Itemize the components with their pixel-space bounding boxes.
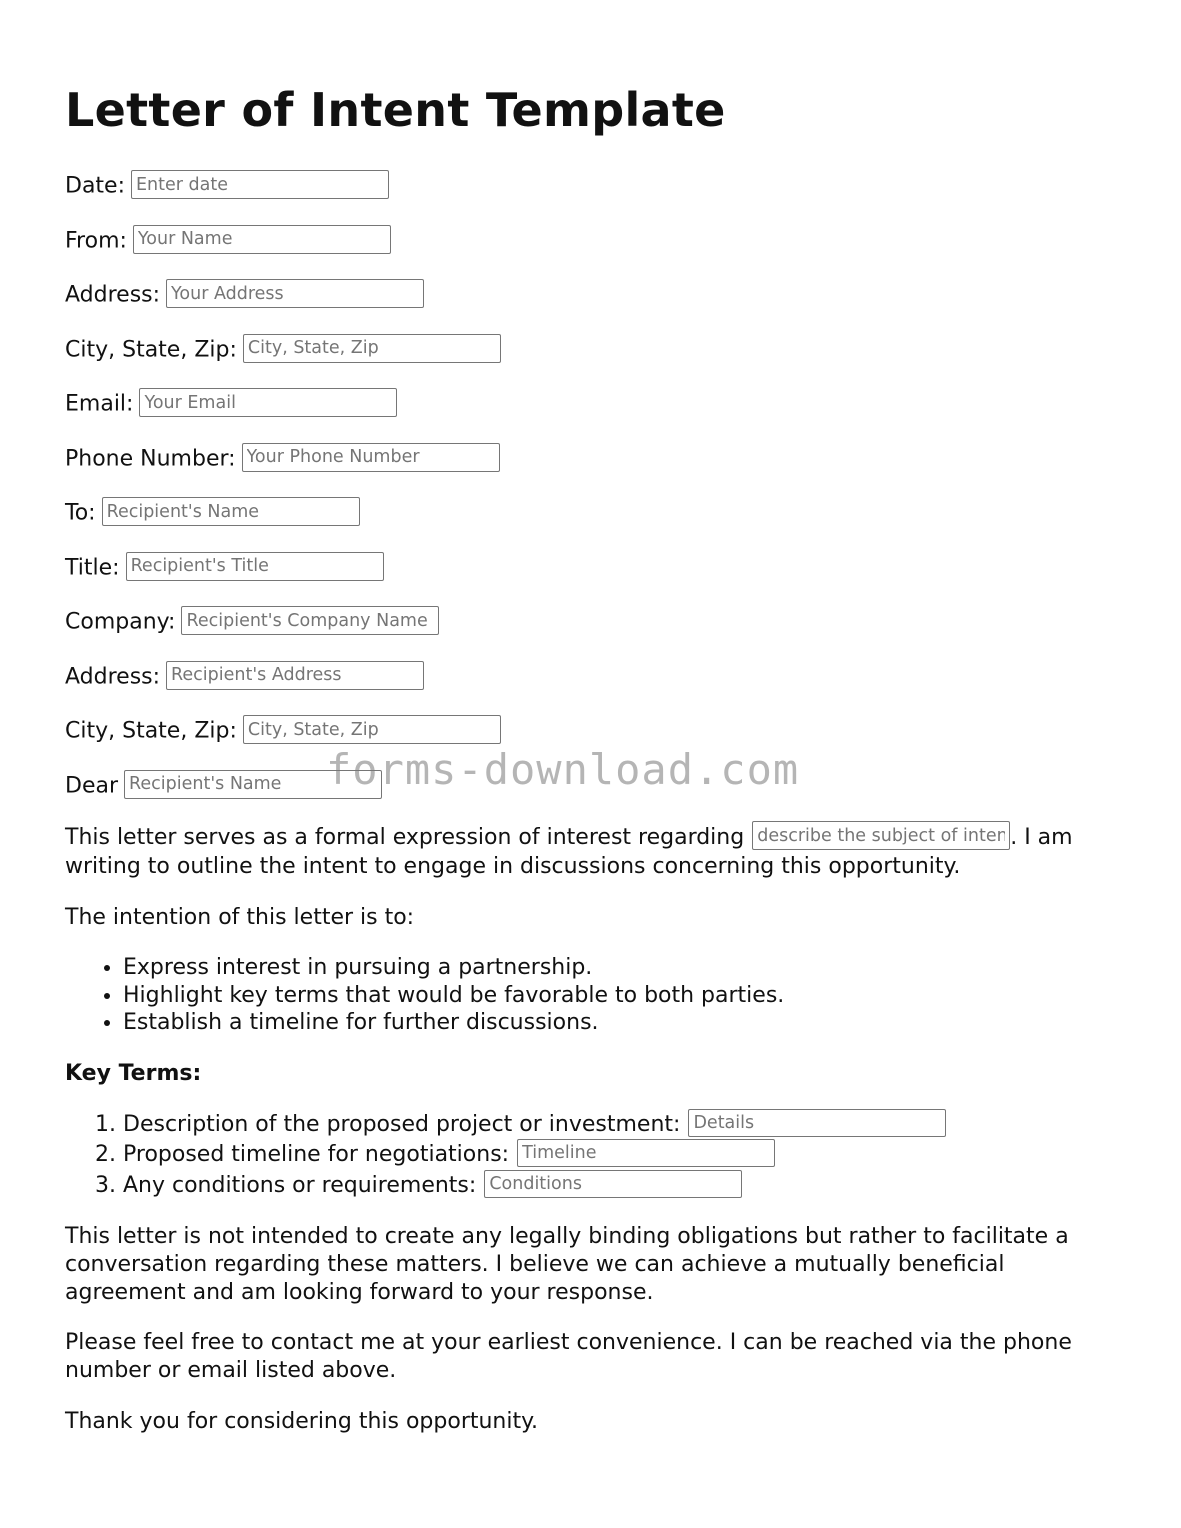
intention-heading: The intention of this letter is to: [65,905,415,930]
recipient-address-label: Address: [65,664,161,689]
key-term-item [123,1140,1125,1171]
salutation-label: Dear [65,773,119,798]
intention-list [65,954,1125,1037]
key-term-label: Description of the proposed project or investment: [123,1111,681,1137]
sender-address-label: Address: [65,282,161,308]
key-terms-heading: Key Terms: [65,1060,202,1086]
closing-paragraph: This letter is not intended to create any legally binding obligations but rather to facilitate a conversation regarding these matters. I believe we can achieve a mutually beneficial agreement and am looking forward to your response. [65,1224,1069,1305]
recipient-city-label: City, State, Zip: [65,718,237,744]
email-field[interactable] [139,388,397,417]
sender-address-field[interactable] [166,279,424,308]
sender-city-row [65,336,1125,365]
list-item: • Establish a timeline for further discussions. [123,1009,1125,1037]
key-term-label: Proposed timeline for negotiations: [123,1142,510,1167]
thank-you-line: Thank you for considering this opportunity. [65,1409,538,1434]
sender-address-row [65,281,1125,310]
sender-city-state-zip-field[interactable] [243,334,501,363]
phone-row [65,445,1125,474]
recipient-city-state-zip-field[interactable] [243,715,501,744]
key-term-label: Any conditions or requirements: [123,1172,477,1198]
intro-text-after: . I am writing to outline the intent to engage in discussions concerning this opportunity. [65,824,1073,879]
company-row [65,608,1125,637]
conditions-field[interactable] [484,1170,742,1198]
intro-paragraph [65,823,1125,882]
from-row [65,227,1125,256]
sender-name-field[interactable] [133,225,391,254]
date-label: Date: [65,173,125,199]
salutation-name-field[interactable] [124,770,382,799]
salutation-row [65,772,1125,801]
phone-field[interactable] [242,443,500,472]
title-row [65,554,1125,583]
key-terms-list [65,1110,1125,1202]
key-term-item [123,1110,1125,1141]
key-term-item [123,1171,1125,1202]
recipient-company-field[interactable] [181,606,439,635]
recipient-address-field[interactable] [166,661,424,690]
company-label: Company: [65,609,176,635]
from-label: From: [65,228,127,253]
list-item: • Express interest in pursuing a partnership. [123,954,1125,982]
watermark: forms-download.com [326,745,800,794]
date-field[interactable] [131,170,389,199]
to-label: To: [65,500,96,526]
recipient-city-row [65,717,1125,746]
email-label: Email: [65,391,134,417]
sender-city-label: City, State, Zip: [65,337,237,362]
to-row [65,499,1125,528]
recipient-name-field[interactable] [102,497,360,526]
date-row [65,172,1125,201]
intro-text-before: This letter serves as a formal expression of interest regarding [65,824,745,850]
letter-page [65,78,1125,1458]
recipient-title-field[interactable] [126,552,384,581]
list-item: • Highlight key terms that would be favorable to both parties. [123,982,1125,1010]
subject-of-intent-field[interactable] [752,821,1010,850]
page-title: Letter of Intent Template [65,83,726,137]
phone-label: Phone Number: [65,446,236,471]
closing-paragraph: Please feel free to contact me at your earliest convenience. I can be reached via the phone number or email listed above. [65,1330,1072,1383]
title-label: Title: [65,555,120,580]
details-field[interactable] [688,1109,946,1137]
recipient-address-row [65,663,1125,692]
email-row [65,390,1125,419]
timeline-field[interactable] [517,1139,775,1167]
